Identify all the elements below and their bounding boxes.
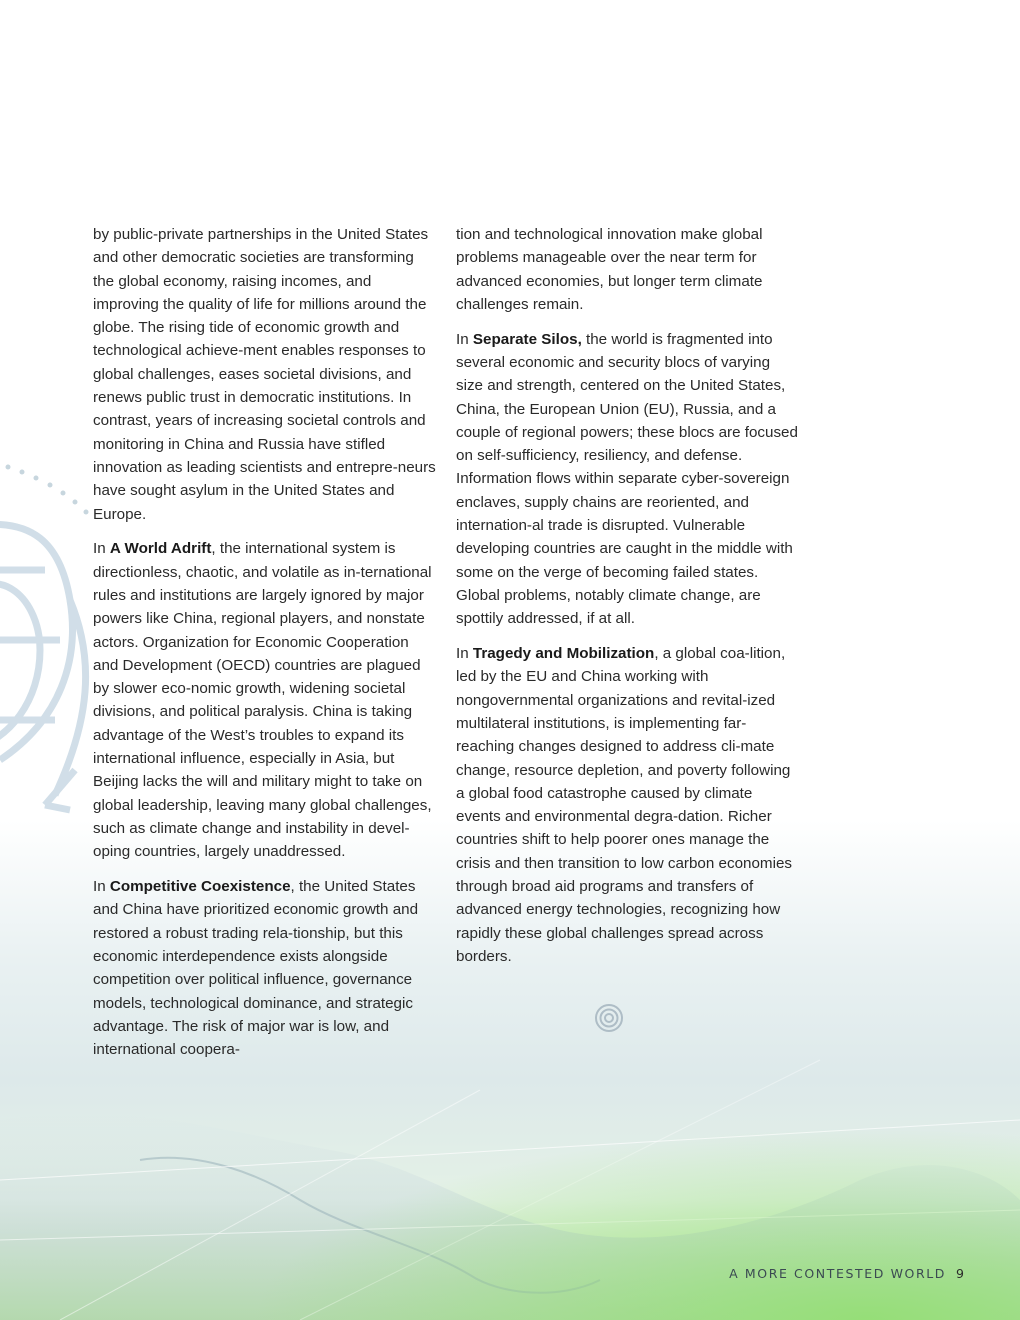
scenario-title: Separate Silos, xyxy=(472,330,582,348)
paragraph xyxy=(93,223,438,526)
left-text-column xyxy=(93,223,438,1073)
paragraph-text: , the international system is directionless, chaotic, and volatile as in-ternational rules and institutions are largely ignored by major powers like China, regional players, and nonstate actors. Organization for Economic Cooperation and Development (OECD) countries are plagued by slower eco-nomic growth, widening societal divisions, and political paralysis. China is taking advantage of the West’s troubles to expand its international influence, especially in Asia, but Beijing lacks the will and military might to take on global leadership, leaving many global challenges, such as climate change and instability in devel-oping countries, largely unaddressed. xyxy=(93,540,432,861)
right-text-column xyxy=(456,223,801,980)
paragraph-intro: In xyxy=(93,540,110,558)
paragraph-separate-silos xyxy=(456,328,801,631)
scenario-title: Tragedy and Mobilization xyxy=(472,645,655,663)
dotted-arc-decoration xyxy=(6,465,89,515)
scenario-title: Competitive Coexistence xyxy=(109,878,291,896)
running-section-title: A MORE CONTESTED WORLD xyxy=(729,1266,947,1281)
paragraph-tragedy-and-mobilization xyxy=(456,642,801,968)
paragraph-competitive-coexistence xyxy=(93,875,438,1061)
paragraph-text: by public-private partnerships in the United States and other democratic societies are transforming the global economy, raising incomes, and improving the quality of life for millions around the globe. The rising tide of economic growth and technological achieve-ment enables responses to global challenges, eases societal divisions, and renews public trust in democratic institutions. In contrast, years of increasing societal controls and monitoring in China and Russia have stifled innovation as leading scientists and entrepre-neurs have sought asylum in the United States and Europe. xyxy=(93,226,436,523)
paragraph xyxy=(456,223,801,316)
paragraph-intro: In xyxy=(456,330,473,348)
paragraph-text: the world is fragmented into several economic and security blocs of varying size and strength, centered on the United States, China, the European Union (EU), Russia, and a couple of regional powers; these blocs are focused on self-sufficiency, resiliency, and defense. Information flows within separate cyber-sovereign enclaves, supply chains are reoriented, and internation-al trade is disrupted. Vulnerable developing countries are caught in the middle with some on the verge of becoming failed states. Global problems, notably climate change, are spottily addressed, if at all. xyxy=(456,330,798,628)
page-number: 9 xyxy=(956,1266,964,1281)
paragraph-text: , a global coa-lition, led by the EU and China working with nongovernmental organizations and revital-ized multilateral institutions, is implementing far-reaching changes designed to address cli-mate change, resource depletion, and poverty following a global food catastrophe caused by climate events and environmental degra-dation. Richer countries shift to help poorer ones manage the crisis and then transition to low carbon economies through broad aid programs and transfers of advanced energy technologies, recognizing how rapidly these global challenges spread across borders. xyxy=(456,645,792,965)
paragraph-a-world-adrift xyxy=(93,537,438,863)
globe-arrow-icon xyxy=(0,524,86,810)
paragraph-intro: In xyxy=(456,645,473,663)
scenario-title: A World Adrift xyxy=(109,540,212,558)
paragraph-intro: In xyxy=(93,878,110,896)
paragraph-text: , the United States and China have prioritized economic growth and restored a robust trading rela-tionship, but this economic interdependence exists alongside competition over political influence, governance models, technological dominance, and strategic advantage. The risk of major war is low, and international coopera- xyxy=(93,878,419,1059)
paragraph-text: tion and technological innovation make global problems manageable over the near term for advanced economies, but longer term climate challenges remain. xyxy=(456,226,763,313)
end-of-section-icon xyxy=(594,1003,624,1033)
page-footer xyxy=(729,1266,964,1281)
